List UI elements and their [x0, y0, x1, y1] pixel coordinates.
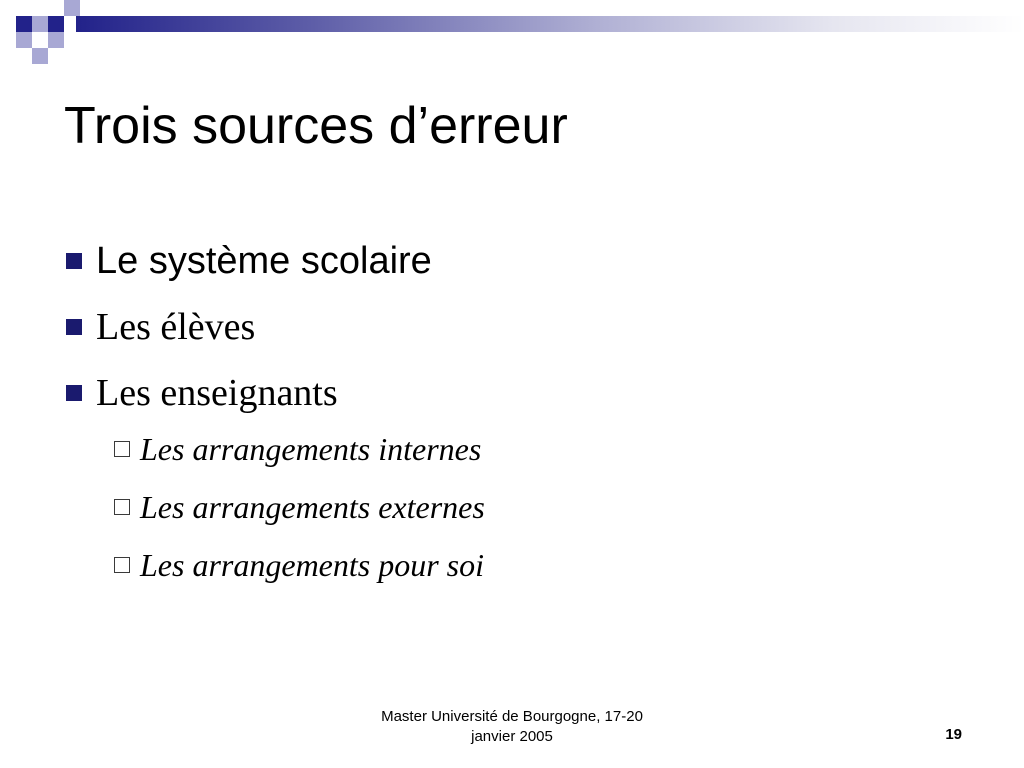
corner-square — [64, 0, 80, 16]
corner-square — [16, 16, 32, 32]
hollow-square-bullet-icon — [114, 441, 130, 457]
square-bullet-icon — [66, 319, 82, 335]
header-gradient-bar — [76, 16, 1024, 32]
sub-bullet-item — [114, 478, 485, 536]
sub-bullet-text: Les arrangements internes — [140, 430, 482, 467]
hollow-square-bullet-icon — [114, 499, 130, 515]
corner-square — [48, 16, 64, 32]
square-bullet-icon — [66, 253, 82, 269]
corner-square — [32, 16, 48, 32]
bullet-text: Les élèves — [96, 306, 256, 348]
corner-square — [16, 32, 32, 48]
bullet-text: Le système scolaire — [96, 239, 432, 282]
square-bullet-icon — [66, 385, 82, 401]
bullet-item — [60, 294, 432, 360]
footer-text — [356, 707, 668, 747]
sub-bullet-text: Les arrangements pour soi — [140, 546, 485, 583]
corner-square — [32, 48, 48, 64]
sub-bullet-list — [114, 420, 485, 594]
bullet-item — [60, 360, 432, 426]
sub-bullet-item — [114, 536, 485, 594]
slide-title: Trois sources d’erreur — [64, 97, 568, 155]
hollow-square-bullet-icon — [114, 557, 130, 573]
bullet-list — [60, 228, 432, 426]
bullet-item — [60, 228, 432, 294]
page-number: 19 — [945, 726, 962, 743]
corner-square — [48, 32, 64, 48]
corner-decoration — [0, 0, 80, 64]
footer-line: Master Université de Bourgogne, 17-20 — [381, 708, 643, 725]
bullet-text: Les enseignants — [96, 372, 338, 414]
sub-bullet-text: Les arrangements externes — [140, 488, 485, 525]
sub-bullet-item — [114, 420, 485, 478]
footer-line: janvier 2005 — [471, 728, 553, 745]
